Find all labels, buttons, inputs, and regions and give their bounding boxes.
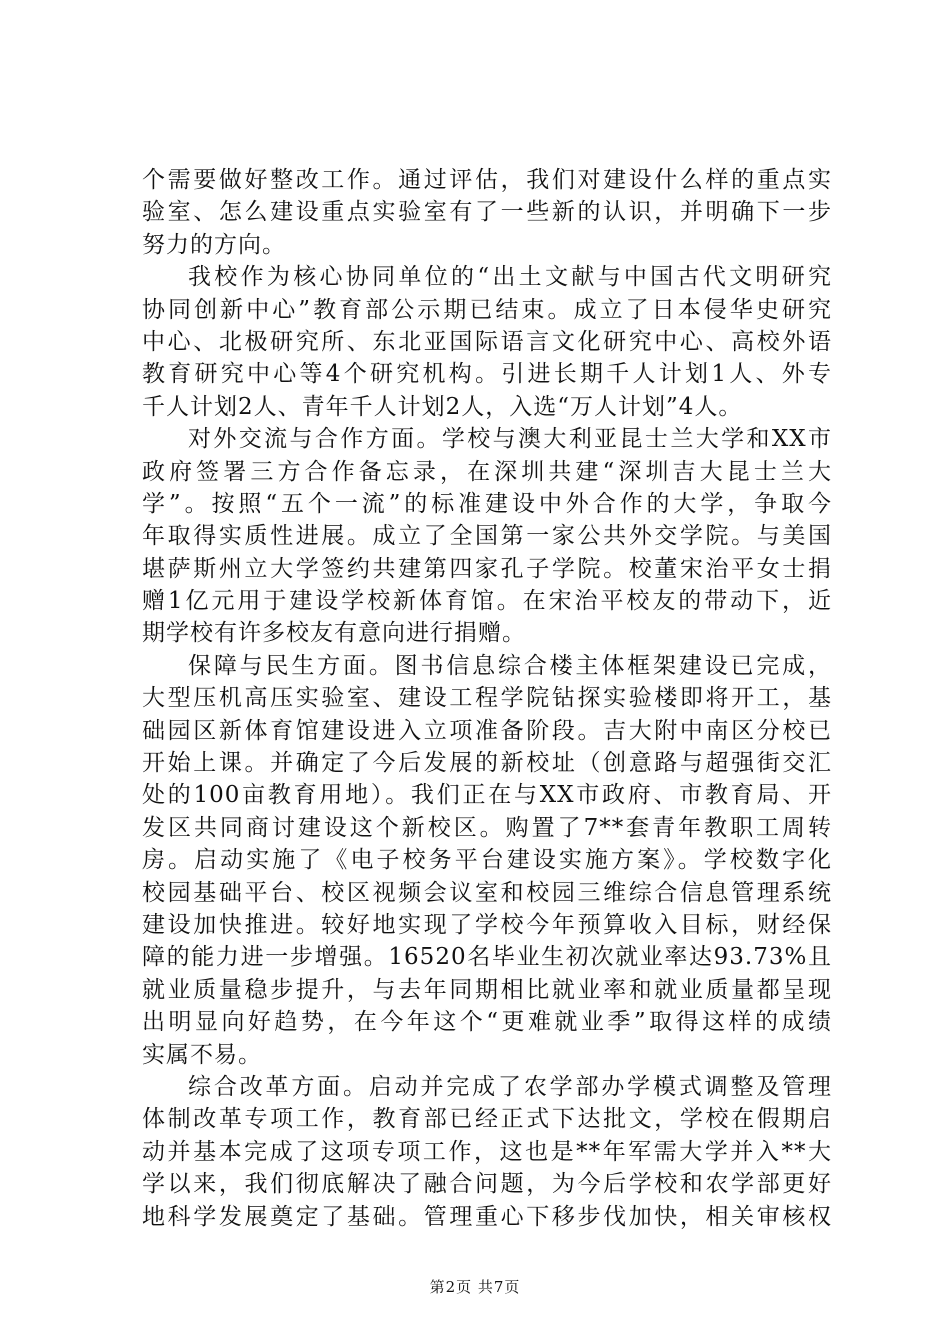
text-line: 就业质量稳步提升，与去年同期相比就业率和就业质量都呈现	[142, 976, 832, 1003]
text-line: 验室、怎么建设重点实验室有了一些新的认识，并明确下一步	[142, 199, 832, 226]
text-line: 年取得实质性进展。成立了全国第一家公共外交学院。与美国	[142, 523, 832, 550]
paragraph-first-line: 保障与民生方面。图书信息综合楼主体框架建设已完成，	[188, 652, 832, 679]
text-line: 实属不易。	[142, 1041, 262, 1068]
text-line: 千人计划2人、青年千人计划2人，入选“万人计划”4人。	[142, 393, 743, 420]
text-line: 建设加快推进。较好地实现了学校今年预算收入目标，财经保	[142, 911, 832, 938]
paragraph-first-line: 对外交流与合作方面。学校与澳大利亚昆士兰大学和XX市	[188, 426, 832, 453]
text-line: 中心、北极研究所、东北亚国际语言文化研究中心、高校外语	[142, 328, 832, 355]
text-line: 努力的方向。	[142, 231, 286, 258]
text-line: 赠1亿元用于建设学校新体育馆。在宋治平校友的带动下，近	[142, 588, 832, 615]
text-line: 大型压机高压实验室、建设工程学院钻探实验楼即将开工，基	[142, 685, 832, 712]
text-line: 动并基本完成了这项专项工作，这也是**年军需大学并入**大	[142, 1138, 832, 1165]
text-line: 开始上课。并确定了今后发展的新校址（创意路与超强街交汇	[142, 750, 832, 777]
text-line: 堪萨斯州立大学签约共建第四家孔子学院。校董宋治平女士捐	[142, 555, 832, 582]
text-line: 校园基础平台、校区视频会议室和校园三维综合信息管理系统	[142, 879, 832, 906]
text-line: 学以来，我们彻底解决了融合问题，为今后学校和农学部更好	[142, 1171, 832, 1198]
paragraph-first-line: 我校作为核心协同单位的“出土文献与中国古代文明研究	[188, 264, 832, 291]
text-line: 教育研究中心等4个研究机构。引进长期千人计划1人、外专	[142, 361, 832, 388]
text-line: 障的能力进一步增强。16520名毕业生初次就业率达93.73%且	[142, 944, 832, 971]
page-number-footer: 第2页 共7页	[429, 1278, 521, 1296]
text-line: 个需要做好整改工作。通过评估，我们对建设什么样的重点实	[142, 167, 832, 193]
text-line: 政府签署三方合作备忘录，在深圳共建“深圳吉大昆士兰大	[142, 458, 832, 485]
text-line: 础园区新体育馆建设进入立项准备阶段。吉大附中南区分校已	[142, 717, 832, 744]
text-line: 学”。按照“五个一流”的标准建设中外合作的大学，争取今	[142, 490, 832, 517]
text-line: 地科学发展奠定了基础。管理重心下移步伐加快，相关审核权	[142, 1203, 832, 1230]
text-line: 体制改革专项工作，教育部已经正式下达批文，学校在假期启	[142, 1106, 832, 1133]
text-line: 出明显向好趋势，在今年这个“更难就业季”取得这样的成绩	[142, 1009, 832, 1036]
paragraph-first-line: 综合改革方面。启动并完成了农学部办学模式调整及管理	[188, 1073, 832, 1100]
text-line: 发区共同商讨建设这个新校区。购置了7**套青年教职工周转	[142, 814, 832, 841]
text-line: 协同创新中心”教育部公示期已结束。成立了日本侵华史研究	[142, 296, 832, 323]
text-line: 处的100亩教育用地）。我们正在与XX市政府、市教育局、开	[142, 782, 832, 809]
document-body	[142, 164, 832, 1233]
text-line: 房。启动实施了《电子校务平台建设实施方案》。学校数字化	[142, 847, 832, 874]
text-line: 期学校有许多校友有意向进行捐赠。	[142, 620, 526, 647]
